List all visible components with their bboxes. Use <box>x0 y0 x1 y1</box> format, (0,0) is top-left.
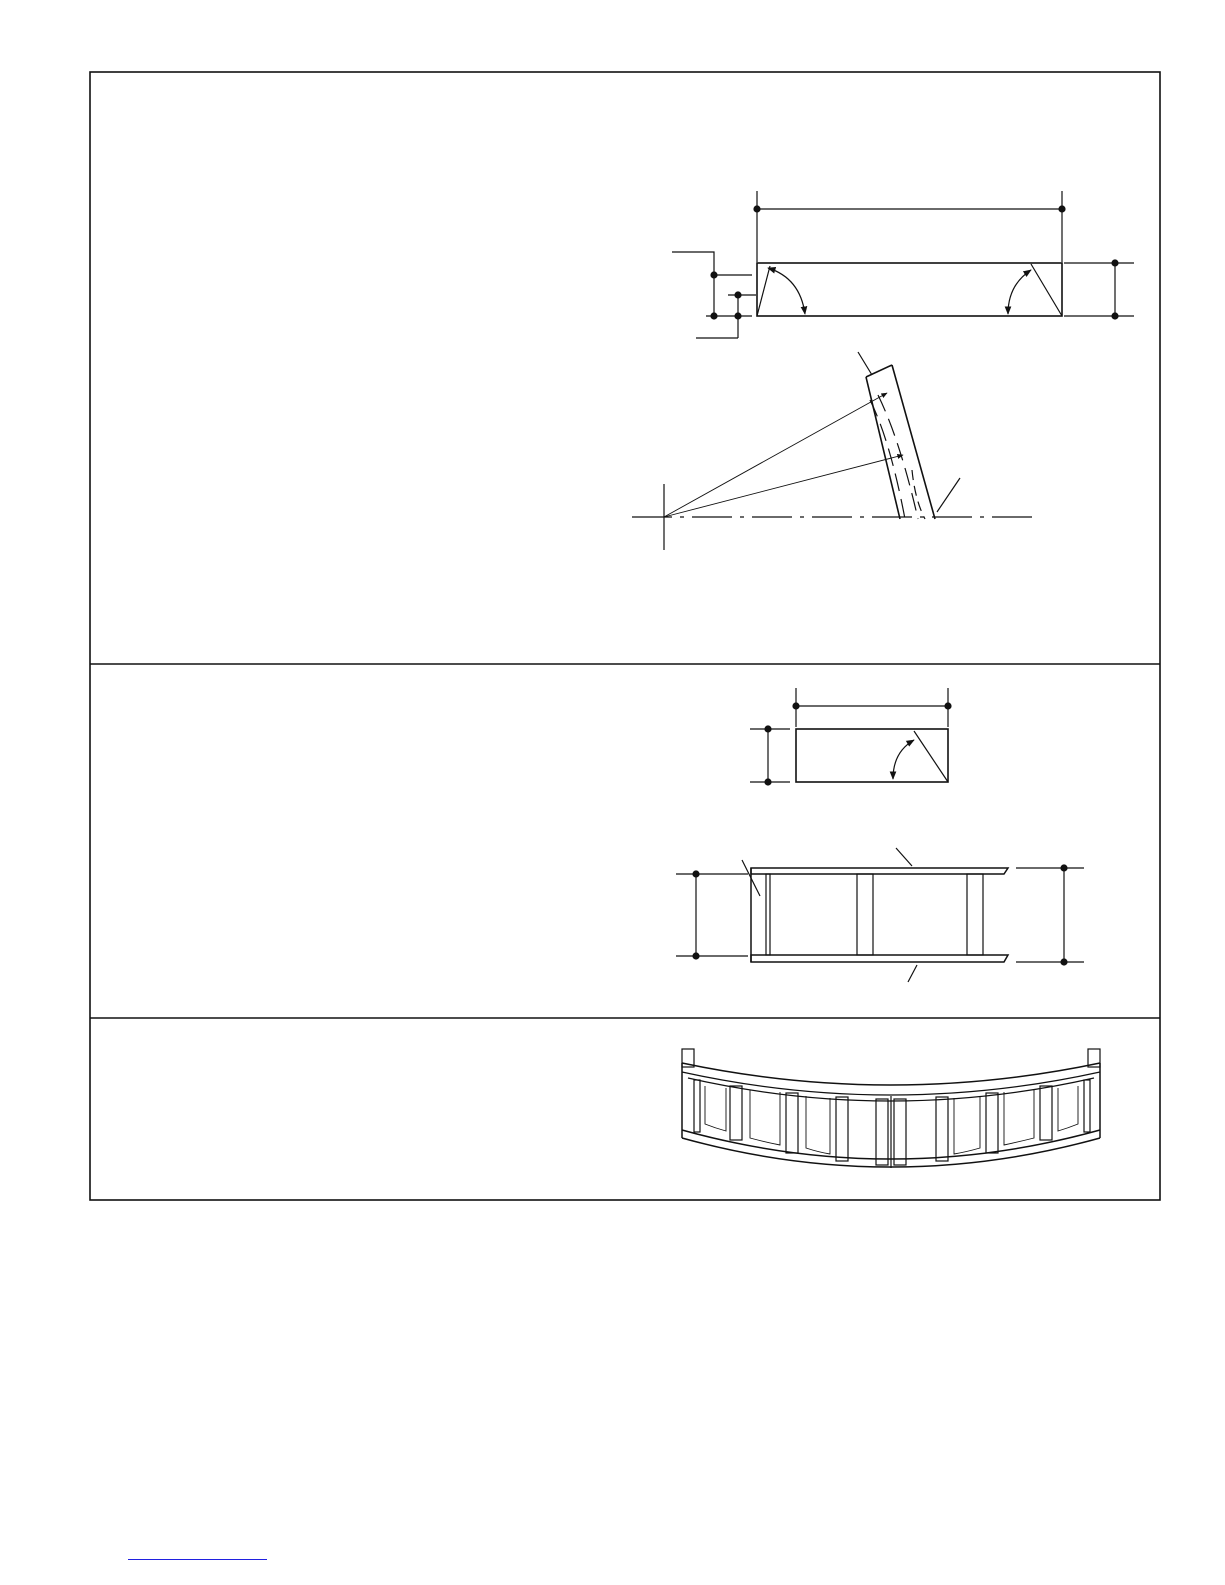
footer-link-underline[interactable] <box>128 1556 267 1560</box>
panel-middle-girder-drawing <box>676 848 1084 982</box>
sheet-frame <box>90 72 1160 1200</box>
small-plate-outline <box>796 729 948 782</box>
panel-top-angled-member-drawing <box>632 352 1035 550</box>
right-bevel-line <box>1031 264 1062 316</box>
bottom-flange <box>751 955 1008 962</box>
right-angle-arc <box>1008 270 1031 314</box>
stiffener-2 <box>857 874 873 955</box>
left-angle-arc <box>768 268 805 314</box>
stiffener-3 <box>967 874 983 955</box>
radius-line-1 <box>664 393 887 517</box>
panel-middle-plate-drawing <box>750 688 952 786</box>
plate-outline <box>757 263 1062 316</box>
curved-girder-stiffeners <box>694 1080 1090 1165</box>
stiffener-1 <box>766 874 770 955</box>
panel-top-plate-drawing <box>672 191 1134 338</box>
panel-bottom-curved-girder <box>682 1049 1100 1168</box>
left-leader-top <box>672 252 714 316</box>
top-flange <box>751 868 1008 874</box>
radius-line-2 <box>664 455 903 517</box>
left-bevel-line <box>757 266 770 316</box>
